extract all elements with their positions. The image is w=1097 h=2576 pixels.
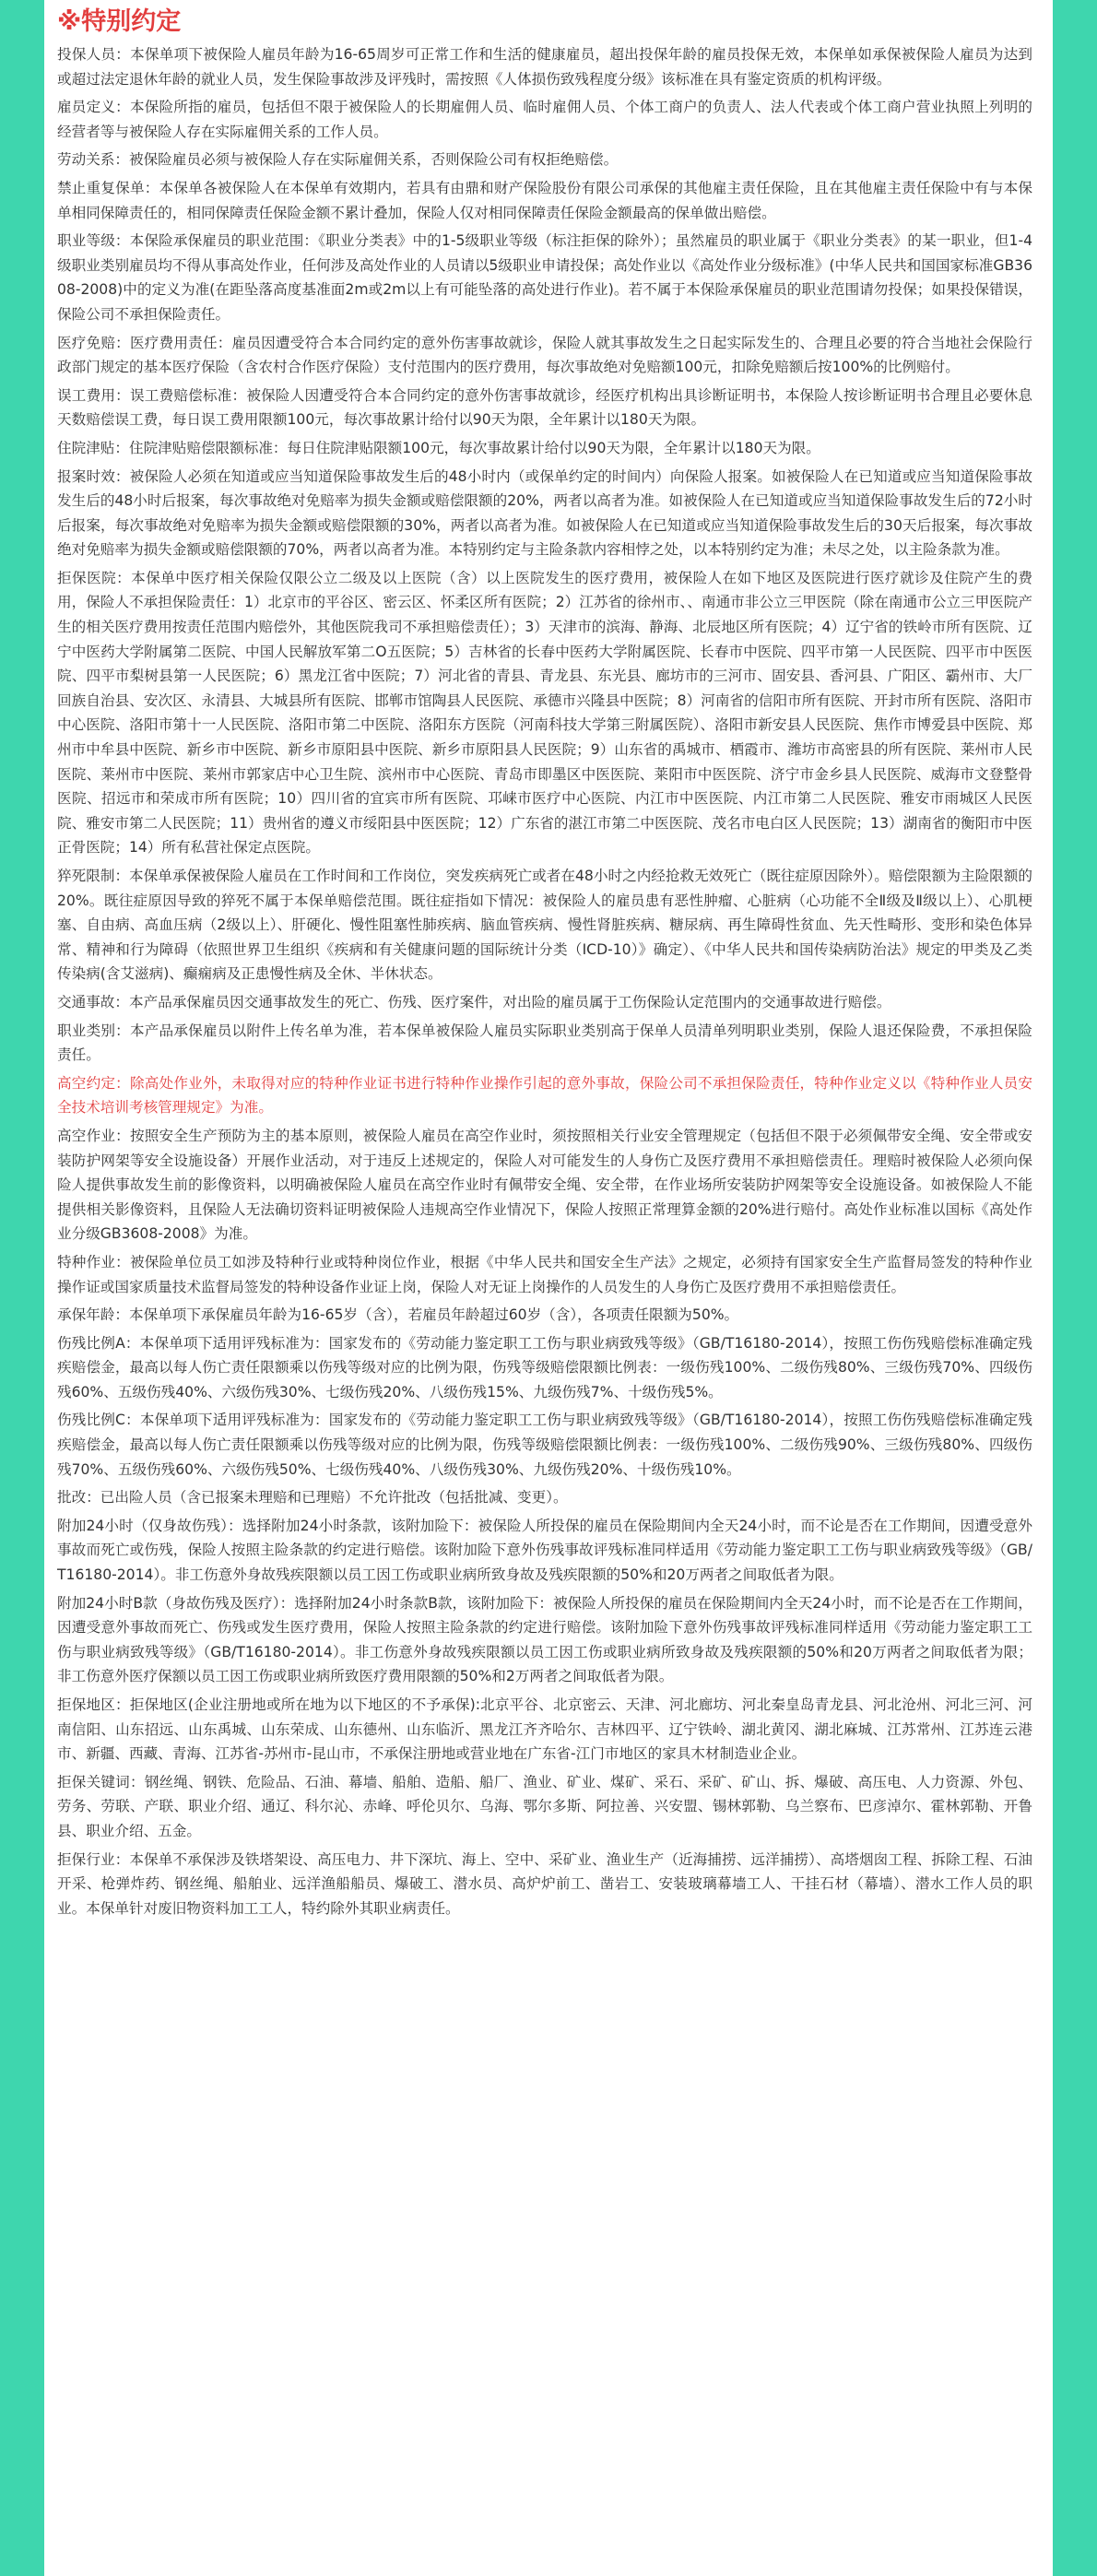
term-paragraph: 附加24小时（仅身故伤残）：选择附加24小时条款，该附加险下：被保险人所投保的雇员在保险期间内全天24小时，而不论是否在工作期间，因遭受意外事故而死亡或伤残，保险人按照主险条款的约定进行赔偿。该附加险下意外伤残事故评残标准同样适用《劳动能力鉴定职工工伤与职业病致残等级》（GB/T16180-2014）。非工伤意外身故残疾限额以员工因工伤或职业病所致身故及残疾限额的50%和20万两者之间取低者为限。 [57, 1517, 1032, 1584]
term-paragraph: 拒保医院：本保单中医疗相关保险仅限公立二级及以上医院（含）以上医院发生的医疗费用，被保险人在如下地区及医院进行医疗就诊及住院产生的费用，保险人不承担保险责任：1）北京市的平谷区、密云区、怀柔区所有医院；2）江苏省的徐州市、、南通市非公立三甲医院（除在南通市公立三甲医院产生的相关医疗费用按责任范围内赔偿外，其他医院我司不承担赔偿责任）；3）天津市的滨海、静海、北辰地区所有医院；4）辽宁省的铁岭市所有医院、辽宁中医药大学附属第二医院、中国人民解放军第二O五医院；5）吉林省的长春中医药大学附属医院、长春市中医院、四平市第一人民医院、四平市中医医院、四平市梨树县第一人民医院；6）黑龙江省中医院；7）河北省的青县、青龙县、东光县、廊坊市的三河市、固安县、香河县、广阳区、霸州市、大厂回族自治县、安次区、永清县、大城县所有医院、邯郸市馆陶县人民医院、承德市兴隆县中医院；8）河南省的信阳市所有医院、开封市所有医院、洛阳市中心医院、洛阳市第十一人民医院、洛阳市第二中医院、洛阳东方医院（河南科技大学第三附属医院）、洛阳市新安县人民医院、焦作市博爱县中医院、郑州市中牟县中医院、新乡市中医院、新乡市原阳县中医院、新乡市原阳县人民医院；9）山东省的禹城市、栖霞市、潍坊市高密县的所有医院、莱州市人民医院、莱州市中医院、莱州市郭家店中心卫生院、滨州市中心医院、青岛市即墨区中医医院、莱阳市中医医院、济宁市金乡县人民医院、威海市文登整骨医院、招远市和荣成市所有医院；10）四川省的宜宾市所有医院、邛崃市医疗中心医院、内江市中医医院、内江市第二人民医院、雅安市雨城区人民医院、雅安市第二人民医院；11）贵州省的遵义市绥阳县中医医院；12）广东省的湛江市第二中医医院、茂名市电白区人民医院；13）湖南省的衡阳市中医正骨医院；14）所有私营社保定点医院。 [57, 569, 1032, 857]
term-paragraph: 伤残比例A：本保单项下适用评残标准为：国家发布的《劳动能力鉴定职工工伤与职业病致残等级》（GB/T16180-2014），按照工伤伤残赔偿标准确定残疾赔偿金，最高以每人伤亡责任限额乘以伤残等级对应的比例为限，伤残等级赔偿限额比例表：一级伤残100%、二级伤残80%、三级伤残70%、四级伤残60%、五级伤残40%、六级伤残30%、七级伤残20%、八级伤残15%、九级伤残7%、十级伤残5%。 [57, 1334, 1032, 1400]
term-paragraph: 雇员定义：本保险所指的雇员，包括但不限于被保险人的长期雇佣人员、临时雇佣人员、个体工商户的负责人、法人代表或个体工商户营业执照上列明的经营者等与被保险人存在实际雇佣关系的工作人员。 [57, 99, 1032, 140]
term-paragraph: 职业等级：本保险承保雇员的职业范围：《职业分类表》中的1-5级职业等级（标注拒保的除外）；虽然雇员的职业属于《职业分类表》的某一职业，但1-4级职业类别雇员均不得从事高处作业，任何涉及高处作业的人员请以5级职业申请投保；高处作业以《高处作业分级标准》(中华人民共和国国家标准GB3608-2008)中的定义为准(在距坠落高度基准面2m或2m以上有可能坠落的高处进行作业)。若不属于本保险承保雇员的职业范围请勿投保；如果投保错误，保险公司不承担保险责任。 [57, 232, 1032, 323]
term-paragraph: 高空约定：除高处作业外，未取得对应的特种作业证书进行特种作业操作引起的意外事故，保险公司不承担保险责任，特种作业定义以《特种作业人员安全技术培训考核管理规定》为准。 [57, 1074, 1032, 1117]
term-paragraph: 猝死限制：本保单承保被保险人雇员在工作时间和工作岗位，突发疾病死亡或者在48小时之内经抢救无效死亡（既往症原因除外）。赔偿限额为主险限额的20%。既往症原因导致的猝死不属于本保单赔偿范围。既往症指如下情况：被保险人的雇员患有恶性肿瘤、心脏病（心功能不全Ⅱ级及Ⅱ级以上）、心肌梗塞、自由病、高血压病（2级以上）、肝硬化、慢性阻塞性肺疾病、脑血管疾病、慢性肾脏疾病、糖尿病、再生障碍性贫血、先天性畸形、变形和染色体异常、精神和行为障碍（依照世界卫生组织《疾病和有关健康问题的国际统计分类（ICD-10）》确定）、《中华人民共和国传染病防治法》规定的甲类及乙类传染病(含艾滋病)、癫痫病及正患慢性病及全休、半休状态。 [57, 868, 1032, 983]
term-paragraph: 拒保行业：本保单不承保涉及铁塔架设、高压电力、井下深坑、海上、空中、采矿业、渔业生产（近海捕捞、远洋捕捞）、高塔烟囱工程、拆除工程、石油开采、枪弹炸药、钢丝绳、船舶业、远洋渔船船员、爆破工、潜水员、高炉炉前工、凿岩工、安装玻璃幕墙工人、干挂石材（幕墙）、潜水工作人员的职业。本保单针对废旧物资料加工工人，特约除外其职业病责任。 [57, 1850, 1032, 1917]
term-paragraph: 拒保地区：拒保地区(企业注册地或所在地为以下地区的不予承保):北京平谷、北京密云、天津、河北廊坊、河北秦皇岛青龙县、河北沧州、河北三河、河南信阳、山东招远、山东禹城、山东荣成、山东德州、山东临沂、黑龙江齐齐哈尔、吉林四平、辽宁铁岭、湖北黄冈、湖北麻城、江苏常州、江苏连云港市、新疆、西藏、青海、江苏省-苏州市-昆山市，不承保注册地或营业地在广东省-江门市地区的家具木材制造业企业。 [57, 1696, 1032, 1763]
term-paragraph: 特种作业：被保险单位员工如涉及特种行业或特种岗位作业，根据《中华人民共和国安全生产法》之规定，必须持有国家安全生产监督局签发的特种作业操作证或国家质量技术监督局签发的特种设备作业证上岗，保险人对无证上岗操作的人员发生的人身伤亡及医疗费用不承担赔偿责任。 [57, 1253, 1032, 1295]
terms-list [57, 42, 1032, 1920]
section-heading: ※特别约定 [57, 7, 182, 36]
term-paragraph: 误工费用：误工费赔偿标准：被保险人因遭受符合本合同约定的意外伤害事故就诊，经医疗机构出具诊断证明书，本保险人按诊断证明书合理且必要休息天数赔偿误工费，每日误工费用限额100元，每次事故累计给付以90天为限，全年累计以180天为限。 [57, 386, 1032, 429]
term-paragraph: 承保年龄：本保单项下承保雇员年龄为16-65岁（含），若雇员年龄超过60岁（含），各项责任限额为50%。 [57, 1306, 739, 1324]
special-agreement-card [44, 0, 1053, 2576]
term-paragraph: 附加24小时B款（身故伤残及医疗）：选择附加24小时条款B款，该附加险下：被保险人所投保的雇员在保险期间内全天24小时，而不论是否在工作期间，因遭受意外事故而死亡、伤残或发生医疗费用，保险人按照主险条款的约定进行赔偿。该附加险下意外伤残事故评残标准同样适用《劳动能力鉴定职工工伤与职业病致残等级》（GB/T16180-2014）。非工伤意外身故残疾限额以员工因工伤或职业病所致身故及残疾限额的50%和20万两者之间取低者为限；非工伤意外医疗保额以员工因工伤或职业病所致医疗费用限额的50%和2万两者之间取低者为限。 [57, 1594, 1032, 1685]
term-paragraph: 医疗免赔：医疗费用责任：雇员因遭受符合本合同约定的意外伤害事故就诊，保险人就其事故发生之日起实际发生的、合理且必要的符合当地社会保险行政部门规定的基本医疗保险（含农村合作医疗保险）支付范围内的医疗费用，每次事故绝对免赔额100元，扣除免赔额后按100%的比例赔付。 [57, 334, 1032, 376]
term-paragraph: 高空作业：按照安全生产预防为主的基本原则，被保险人雇员在高空作业时，须按照相关行业安全管理规定（包括但不限于必须佩带安全绳、安全带或安装防护网架等安全设施设备）开展作业活动，对于违反上述规定的，保险人对可能发生的人身伤亡及医疗费用不承担赔偿责任。理赔时被保险人必须向保险人提供事故发生前的影像资料，以明确被保险人雇员在高空作业时有佩带安全绳、安全带，在作业场所安装防护网架等安全设施设备。如被保险人不能提供相关影像资料，且保险人无法确切资料证明被保险人违规高空作业情况下，保险人按照正常理算金额的20%进行赔付。高处作业标准以国标《高处作业分级GB3608-2008》为准。 [57, 1127, 1032, 1243]
term-paragraph: 住院津贴：住院津贴赔偿限额标准：每日住院津贴限额100元，每次事故累计给付以90天为限，全年累计以180天为限。 [57, 439, 820, 456]
term-paragraph: 伤残比例C：本保单项下适用评残标准为：国家发布的《劳动能力鉴定职工工伤与职业病致残等级》（GB/T16180-2014），按照工伤伤残赔偿标准确定残疾赔偿金，最高以每人伤亡责任限额乘以伤残等级对应的比例为限，伤残等级赔偿限额比例表：一级伤残100%、二级伤残90%、三级伤残80%、四级伤残70%、五级伤残60%、六级伤残50%、七级伤残40%、八级伤残30%、九级伤残20%、十级伤残10%。 [57, 1412, 1032, 1478]
term-paragraph: 交通事故：本产品承保雇员因交通事故发生的死亡、伤残、医疗案件，对出险的雇员属于工伤保险认定范围内的交通事故进行赔偿。 [57, 993, 891, 1010]
term-paragraph: 报案时效：被保险人必须在知道或应当知道保险事故发生后的48小时内（或保单约定的时间内）向保险人报案。如被保险人在已知道或应当知道保险事故发生后的48小时后报案，每次事故绝对免赔率为损失金额或赔偿限额的20%，两者以高者为准。如被保险人在已知道或应当知道保险事故发生后的72小时后报案，每次事故绝对免赔率为损失金额或赔偿限额的30%，两者以高者为准。如被保险人在已知道或应当知道保险事故发生后的30天后报案，每次事故绝对免赔率为损失金额或赔偿限额的70%，两者以高者为准。本特别约定与主险条款内容相悖之处，以本特别约定为准；未尽之处，以主险条款为准。 [57, 467, 1032, 559]
term-paragraph: 劳动关系：被保险雇员必须与被保险人存在实际雇佣关系，否则保险公司有权拒绝赔偿。 [57, 151, 619, 169]
term-paragraph: 职业类别：本产品承保雇员以附件上传名单为准，若本保单被保险人雇员实际职业类别高于保单人员清单列明职业类别，保险人退还保险费，不承担保险责任。 [57, 1022, 1032, 1064]
term-paragraph: 批改：已出险人员（含已报案未理赔和已理赔）不允许批改（包括批减、变更）。 [57, 1489, 568, 1507]
term-paragraph: 禁止重复保单：本保单各被保险人在本保单有效期内，若具有由鼎和财产保险股份有限公司承保的其他雇主责任保险，且在其他雇主责任保险中有与本保单相同保障责任的，相同保障责任保险金额不累计叠加，保险人仅对相同保障责任保险金额最高的保单做出赔偿。 [57, 179, 1032, 221]
term-paragraph: 投保人员：本保单项下被保险人雇员年龄为16-65周岁可正常工作和生活的健康雇员，超出投保年龄的雇员投保无效，本保单如承保被保险人雇员为达到或超过法定退休年龄的就业人员，发生保险事故涉及评残时，需按照《人体损伤致残程度分级》该标准在具有鉴定资质的机构评级。 [57, 46, 1032, 88]
term-paragraph: 拒保关键词：钢丝绳、钢铁、危险品、石油、幕墙、船舶、造船、船厂、渔业、矿业、煤矿、采石、采矿、矿山、拆、爆破、高压电、人力资源、外包、劳务、劳联、产联、职业介绍、通辽、科尔沁、赤峰、呼伦贝尔、乌海、鄂尔多斯、阿拉善、兴安盟、锡林郭勒、乌兰察布、巴彦淖尔、霍林郭勒、开鲁县、职业介绍、五金。 [57, 1773, 1032, 1839]
